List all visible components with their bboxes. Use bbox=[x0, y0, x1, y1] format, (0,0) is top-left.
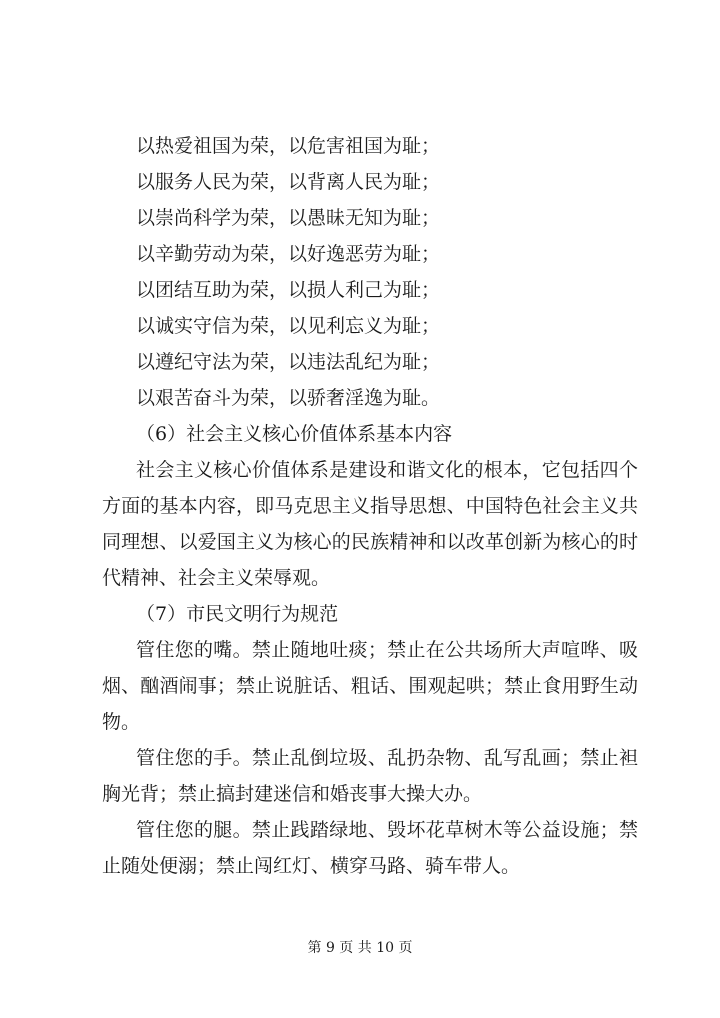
paragraph-mouth: 管住您的嘴。禁止随地吐痰；禁止在公共场所大声喧哗、吸烟、酗酒闹事；禁止说脏话、粗话、围观起哄；禁止食用野生动物。 bbox=[102, 639, 638, 733]
paragraph-hand: 管住您的手。禁止乱倒垃圾、乱扔杂物、乱写乱画；禁止袒胸光背；禁止搞封建迷信和婚丧事大操大办。 bbox=[102, 747, 638, 805]
section-6-paragraph: 社会主义核心价值体系是建设和谐文化的根本，它包括四个方面的基本内容，即马克思主义指导思想、中国特色社会主义共同理想、以爱国主义为核心的民族精神和以改革创新为核心的时代精神、社会主义荣辱观。 bbox=[102, 459, 638, 589]
honor-line-8: 以艰苦奋斗为荣，以骄奢淫逸为耻。 bbox=[136, 387, 441, 409]
honor-line-1: 以热爱祖国为荣，以危害祖国为耻； bbox=[136, 135, 441, 157]
page-body bbox=[102, 128, 638, 884]
honor-line-7: 以遵纪守法为荣，以违法乱纪为耻； bbox=[136, 351, 441, 373]
honor-line-5: 以团结互助为荣，以损人利己为耻； bbox=[136, 279, 441, 301]
paragraph-leg: 管住您的腿。禁止践踏绿地、毁坏花草树木等公益设施；禁止随处便溺；禁止闯红灯、横穿马路、骑车带人。 bbox=[102, 819, 638, 877]
honor-line-4: 以辛勤劳动为荣，以好逸恶劳为耻； bbox=[136, 243, 441, 265]
section-6-heading: （6）社会主义核心价值体系基本内容 bbox=[136, 423, 453, 445]
section-7-heading: （7）市民文明行为规范 bbox=[136, 603, 339, 625]
honor-line-3: 以崇尚科学为荣，以愚昧无知为耻； bbox=[136, 207, 441, 229]
honor-line-2: 以服务人民为荣，以背离人民为耻； bbox=[136, 171, 441, 193]
honor-line-6: 以诚实守信为荣，以见利忘义为耻； bbox=[136, 315, 441, 337]
page-number-footer: 第 9 页 共 10 页 bbox=[307, 940, 413, 956]
